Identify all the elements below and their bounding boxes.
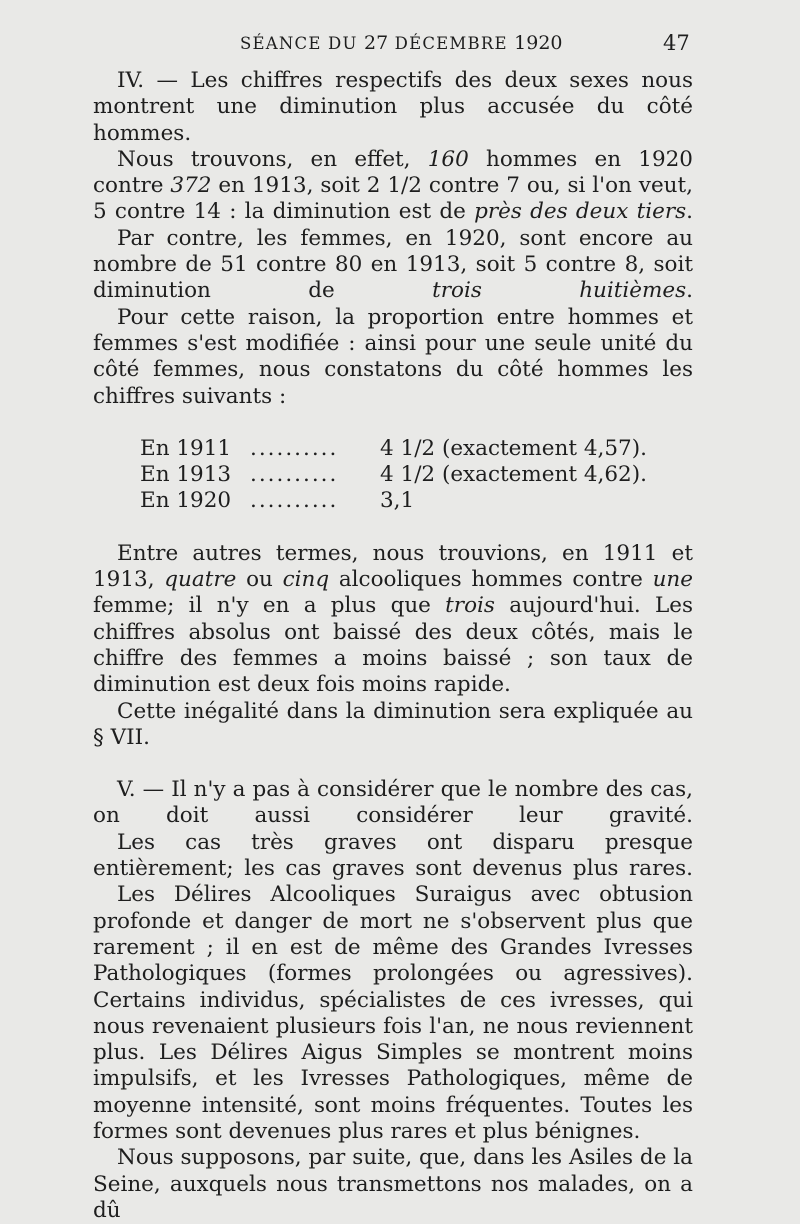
- paragraph-deliria: Les Délires Alcooliques Suraigus avec obtusion profonde et danger de mort ne s'observent plus que rarement ; il en est de même des Grandes Ivresses Pathologiques (formes prolongées ou agressives). Certains individus, spécialistes de ces ivresses, qui nous revenaient plusieurs fois l'an, ne nous reviennent plus. Les Délires Aigus Simples se montrent moins impulsifs, et les Ivresses Pathologiques, même de moyenne intensité, sont moins fréquentes. Toutes les formes sont devenues plus rares et plus bénignes.: [93, 882, 693, 1144]
- paragraph-severe-cases: Les cas très graves ont disparu presque entièrement; les cas graves sont devenus plus rares.: [93, 829, 693, 882]
- ratio-row: [140, 436, 693, 462]
- paragraph-v-intro: V. — Il n'y a pas à considérer que le nombre des cas, on doit aussi considérer leur gravité.: [93, 777, 693, 829]
- ratio-row: [140, 462, 693, 488]
- title-year: 1920: [514, 32, 563, 54]
- paragraph-inequality: Cette inégalité dans la diminution sera expliquée au § VII.: [93, 698, 693, 750]
- page-number: 47: [663, 31, 690, 55]
- ratio-value: 4 1/2 (exactement 4,62).: [380, 462, 647, 488]
- ratio-value: 3,1: [380, 488, 415, 514]
- title-month: DÉCEMBRE: [394, 34, 508, 53]
- ratio-value: 4 1/2 (exactement 4,57).: [380, 435, 647, 461]
- paragraph-men-figures: Nous trouvons, en effet, 160 hommes en 1920 contre 372 en 1913, soit 2 1/2 contre 7 ou, si l'on veut, 5 contre 14 : la diminution est de près des deux tiers.: [93, 146, 693, 225]
- ratio-leader: ..........: [250, 488, 339, 514]
- paragraph-women-figures: Par contre, les femmes, en 1920, sont encore au nombre de 51 contre 80 en 1913, soit 5 contre 8, soit diminution de trois huitièmes.: [93, 225, 694, 304]
- title-day: 27: [364, 32, 389, 54]
- paragraph-proportion: Pour cette raison, la proportion entre hommes et femmes s'est modifiée : ainsi pour une seule unité du côté femmes, nous constatons du côté hommes les chiffres suivants :: [93, 304, 693, 409]
- ratio-year: En 1911: [140, 435, 232, 461]
- ratio-table: [140, 436, 693, 515]
- body-text: [93, 68, 693, 1224]
- ratio-leader: ..........: [250, 435, 339, 461]
- ratio-row: [140, 488, 693, 514]
- title-left: SÉANCE DU: [240, 34, 358, 53]
- running-header: [0, 32, 800, 58]
- running-title: [240, 32, 563, 54]
- ratio-year: En 1920: [140, 488, 232, 514]
- ratio-leader: ..........: [250, 462, 339, 488]
- paragraph-iv-intro: IV. — Les chiffres respectifs des deux sexes nous montrent une diminution plus accusée du côté hommes.: [93, 68, 693, 146]
- paragraph-asylums: Nous supposons, par suite, que, dans les Asiles de la Seine, auxquels nous transmettons nos malades, on a dû: [93, 1145, 693, 1223]
- paragraph-other-terms: Entre autres termes, nous trouvions, en 1911 et 1913, quatre ou cinq alcooliques hommes contre une femme; il n'y en a plus que trois aujourd'hui. Les chiffres absolus ont baissé des deux côtés, mais le chiffre des femmes a moins baissé ; son taux de diminution est deux fois moins rapide.: [93, 540, 693, 698]
- ratio-year: En 1913: [140, 462, 232, 488]
